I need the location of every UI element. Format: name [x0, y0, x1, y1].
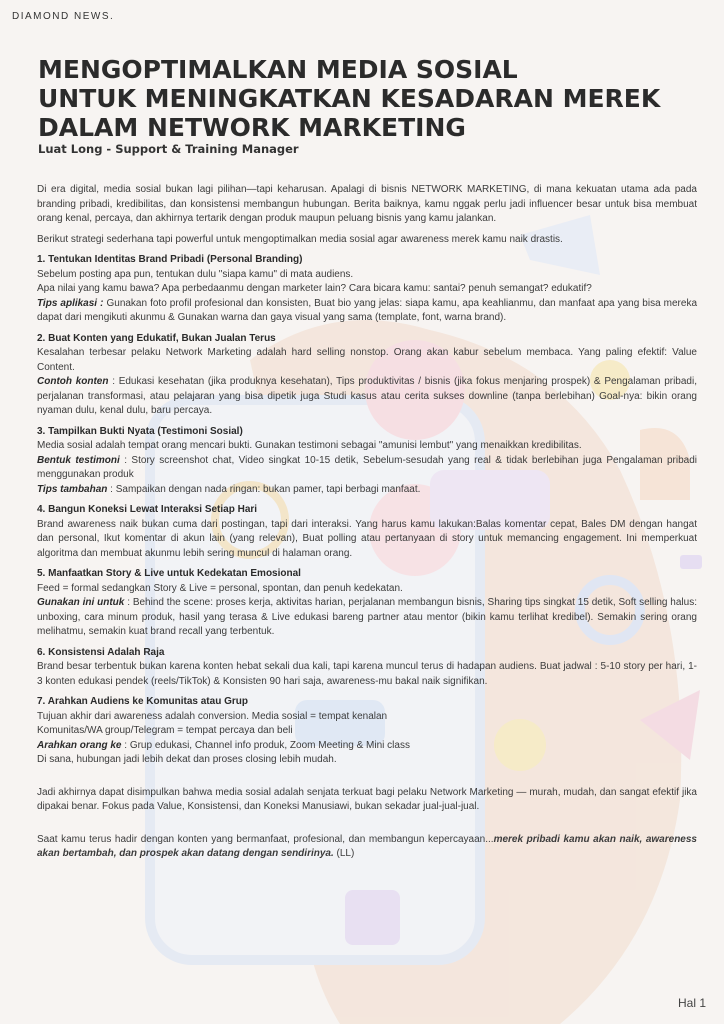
section-tip	[37, 596, 697, 640]
masthead: DIAMOND NEWS.	[12, 11, 115, 22]
section-text: Feed = formal sedangkan Story & Live = personal, spontan, dan penuh kedekatan.	[37, 582, 403, 594]
section-text: Komunitas/WA group/Telegram = tempat percaya dan beli	[37, 725, 293, 736]
section-6	[37, 646, 697, 690]
tip-text: Gunakan foto profil profesional dan konsisten, Buat bio yang jelas: siapa kamu, apa keahlianmu, dan manfaat apa yang bisa mereka dapat dari mengikuti akunmu & Gunakan warna dan gaya visual yang sama (template, font, warna brand).	[37, 297, 698, 323]
intro-paragraph: Berikut strategi sederhana tapi powerful untuk mengoptimalkan media sosial agar awareness merek kamu naik drastis.	[37, 233, 563, 245]
section-text: Apa nilai yang kamu bawa? Apa perbedaanmu dengan marketer lain? Cara bicara kamu: santai? penuh semangat? edukatif?	[37, 283, 592, 294]
article-body	[37, 183, 697, 868]
tip-text: : Grup edukasi, Channel info produk, Zoom Meeting & Mini class	[121, 739, 410, 751]
section-text: Tujuan akhir dari awareness adalah conversion. Media sosial = tempat kenalan	[37, 710, 388, 722]
tip-text: : Behind the scene: proses kerja, aktivitas harian, perjalanan membangun bisnis, Sharing tips singkat 15 detik, Soft selling halus: unboxing, cara minum produk, hasil yang terasa & Live edukasi bareng partner atau mentor (bikin kamu terlihat kredibel). Semakin sering orang melihatmu, semakin kuat brand recall yang terbentuk.	[37, 597, 697, 637]
closing-text: Saat kamu terus hadir dengan konten yang bermanfaat, profesional, dan membangun kepercayaan...	[37, 833, 494, 845]
tip-text: : Edukasi kesehatan (jika produknya kesehatan), Tips produktivitas / bisnis (jika fokus menjaring prospek) & Pengalaman pribadi, perjalanan transformasi, atau pelajaran yang bisa dipetik juga Studi kasus atau cerita sukses downline (tanpa berlebihan) Goal-nya: bikin orang nyaman dulu, kenal dulu, baru percaya.	[37, 376, 697, 416]
article-title	[38, 55, 698, 142]
section-text: Media sosial adalah tempat orang mencari bukti. Gunakan testimoni sebagai "amunisi lembut" yang menaikkan kredibilitas.	[37, 440, 582, 451]
tip-label: Bentuk testimoni	[37, 454, 120, 466]
section-heading: 1. Tentukan Identitas Brand Pribadi (Personal Branding)	[37, 254, 303, 265]
tip-text: : Story screenshot chat, Video singkat 10-15 detik, Sebelum-sesudah yang real & tidak berlebihan juga Pengalaman pribadi menggunakan produk	[37, 454, 697, 480]
conclusion-paragraph: Jadi akhirnya dapat disimpulkan bahwa media sosial adalah senjata terkuat bagi pelaku Network Marketing — murah, mudah, dan sangat efektif jika dipakai benar. Fokus pada Value, Konsistensi, dan Koneksi Manusiawi, bukan sekadar jual-jual-jual.	[37, 786, 697, 812]
closing-paragraph	[37, 833, 697, 862]
section-tip	[37, 739, 697, 754]
section-tip	[37, 454, 697, 483]
tip-label: Tips tambahan	[37, 483, 108, 495]
section-text: Di sana, hubungan jadi lebih dekat dan proses closing lebih mudah.	[37, 754, 337, 765]
tip-label: Tips aplikasi :	[37, 297, 104, 309]
section-text: Brand besar terbentuk bukan karena konten hebat sekali dua kali, tapi karena muncul terus di hadapan audiens. Buat jadwal : 5-10 story per hari, 1-3 konten edukasi pendek (reels/TikTok) & Konsisten 90 hari saja, awareness-mu bakal naik signifikan.	[37, 661, 697, 687]
section-7	[37, 695, 697, 768]
title-line: UNTUK MENINGKATKAN KESADARAN MEREK	[38, 84, 661, 113]
section-heading: 4. Bangun Koneksi Lewat Interaksi Setiap Hari	[37, 504, 258, 515]
author-byline: Luat Long - Support & Training Manager	[38, 142, 299, 156]
section-text: Kesalahan terbesar pelaku Network Marketing adalah hard selling nonstop. Orang akan kabur sebelum membaca. Yang paling efektif: Value Content.	[37, 347, 697, 373]
tip-text: : Sampaikan dengan nada ringan: bukan pamer, tapi berbagi manfaat.	[107, 483, 421, 495]
section-heading: 3. Tampilkan Bukti Nyata (Testimoni Sosial)	[37, 425, 243, 437]
tip-label: Gunakan ini untuk	[37, 597, 125, 608]
section-tip	[37, 375, 697, 419]
section-5	[37, 567, 697, 640]
section-4	[37, 503, 697, 561]
section-text: Sebelum posting apa pun, tentukan dulu "siapa kamu" di mata audiens.	[37, 268, 354, 280]
title-line: DALAM NETWORK MARKETING	[38, 113, 466, 142]
section-tip	[37, 483, 697, 498]
tip-label: Arahkan orang ke	[37, 739, 122, 751]
intro-paragraph: Di era digital, media sosial bukan lagi pilihan—tapi keharusan. Apalagi di bisnis NETWORK MARKETING, di mana kekuatan utama ada pada branding pribadi, kredibilitas, dan konsistensi membangun hubungan. Berita baiknya, kamu nggak perlu jadi influencer besar untuk bisa membuat orang kenal, percaya, dan akhirnya tertarik dengan produk maupun peluang bisnis yang kamu jalankan.	[37, 184, 697, 224]
closing-emphasis: merek pribadi kamu akan naik, awareness akan bertambah, dan prospek akan datang dengan sendirinya.	[37, 833, 697, 859]
section-heading: 6. Konsistensi Adalah Raja	[37, 646, 165, 658]
section-1	[37, 253, 697, 326]
tip-label: Contoh konten	[37, 376, 109, 387]
section-2	[37, 332, 697, 419]
title-line: MENGOPTIMALKAN MEDIA SOSIAL	[38, 55, 518, 84]
page-number: Hal 1	[677, 996, 706, 1010]
closing-signature: (LL)	[333, 848, 355, 859]
section-heading: 7. Arahkan Audiens ke Komunitas atau Grup	[37, 696, 248, 707]
section-heading: 5. Manfaatkan Story & Live untuk Kedekatan Emosional	[37, 568, 301, 579]
section-tip	[37, 297, 697, 326]
section-text: Brand awareness naik bukan cuma dari postingan, tapi dari interaksi. Yang harus kamu lakukan:Balas komentar cepat, Bales DM dengan hangat dan personal, Ikut komentar di akun lain (yang relevan), Buat polling atau pertanyaan di story untuk memancing engagement. Ini memperkuat algoritma dan membuat akunmu lebih sering muncul di halaman orang.	[37, 518, 697, 559]
section-heading: 2. Buat Konten yang Edukatif, Bukan Jualan Terus	[37, 332, 276, 344]
section-3	[37, 425, 697, 498]
